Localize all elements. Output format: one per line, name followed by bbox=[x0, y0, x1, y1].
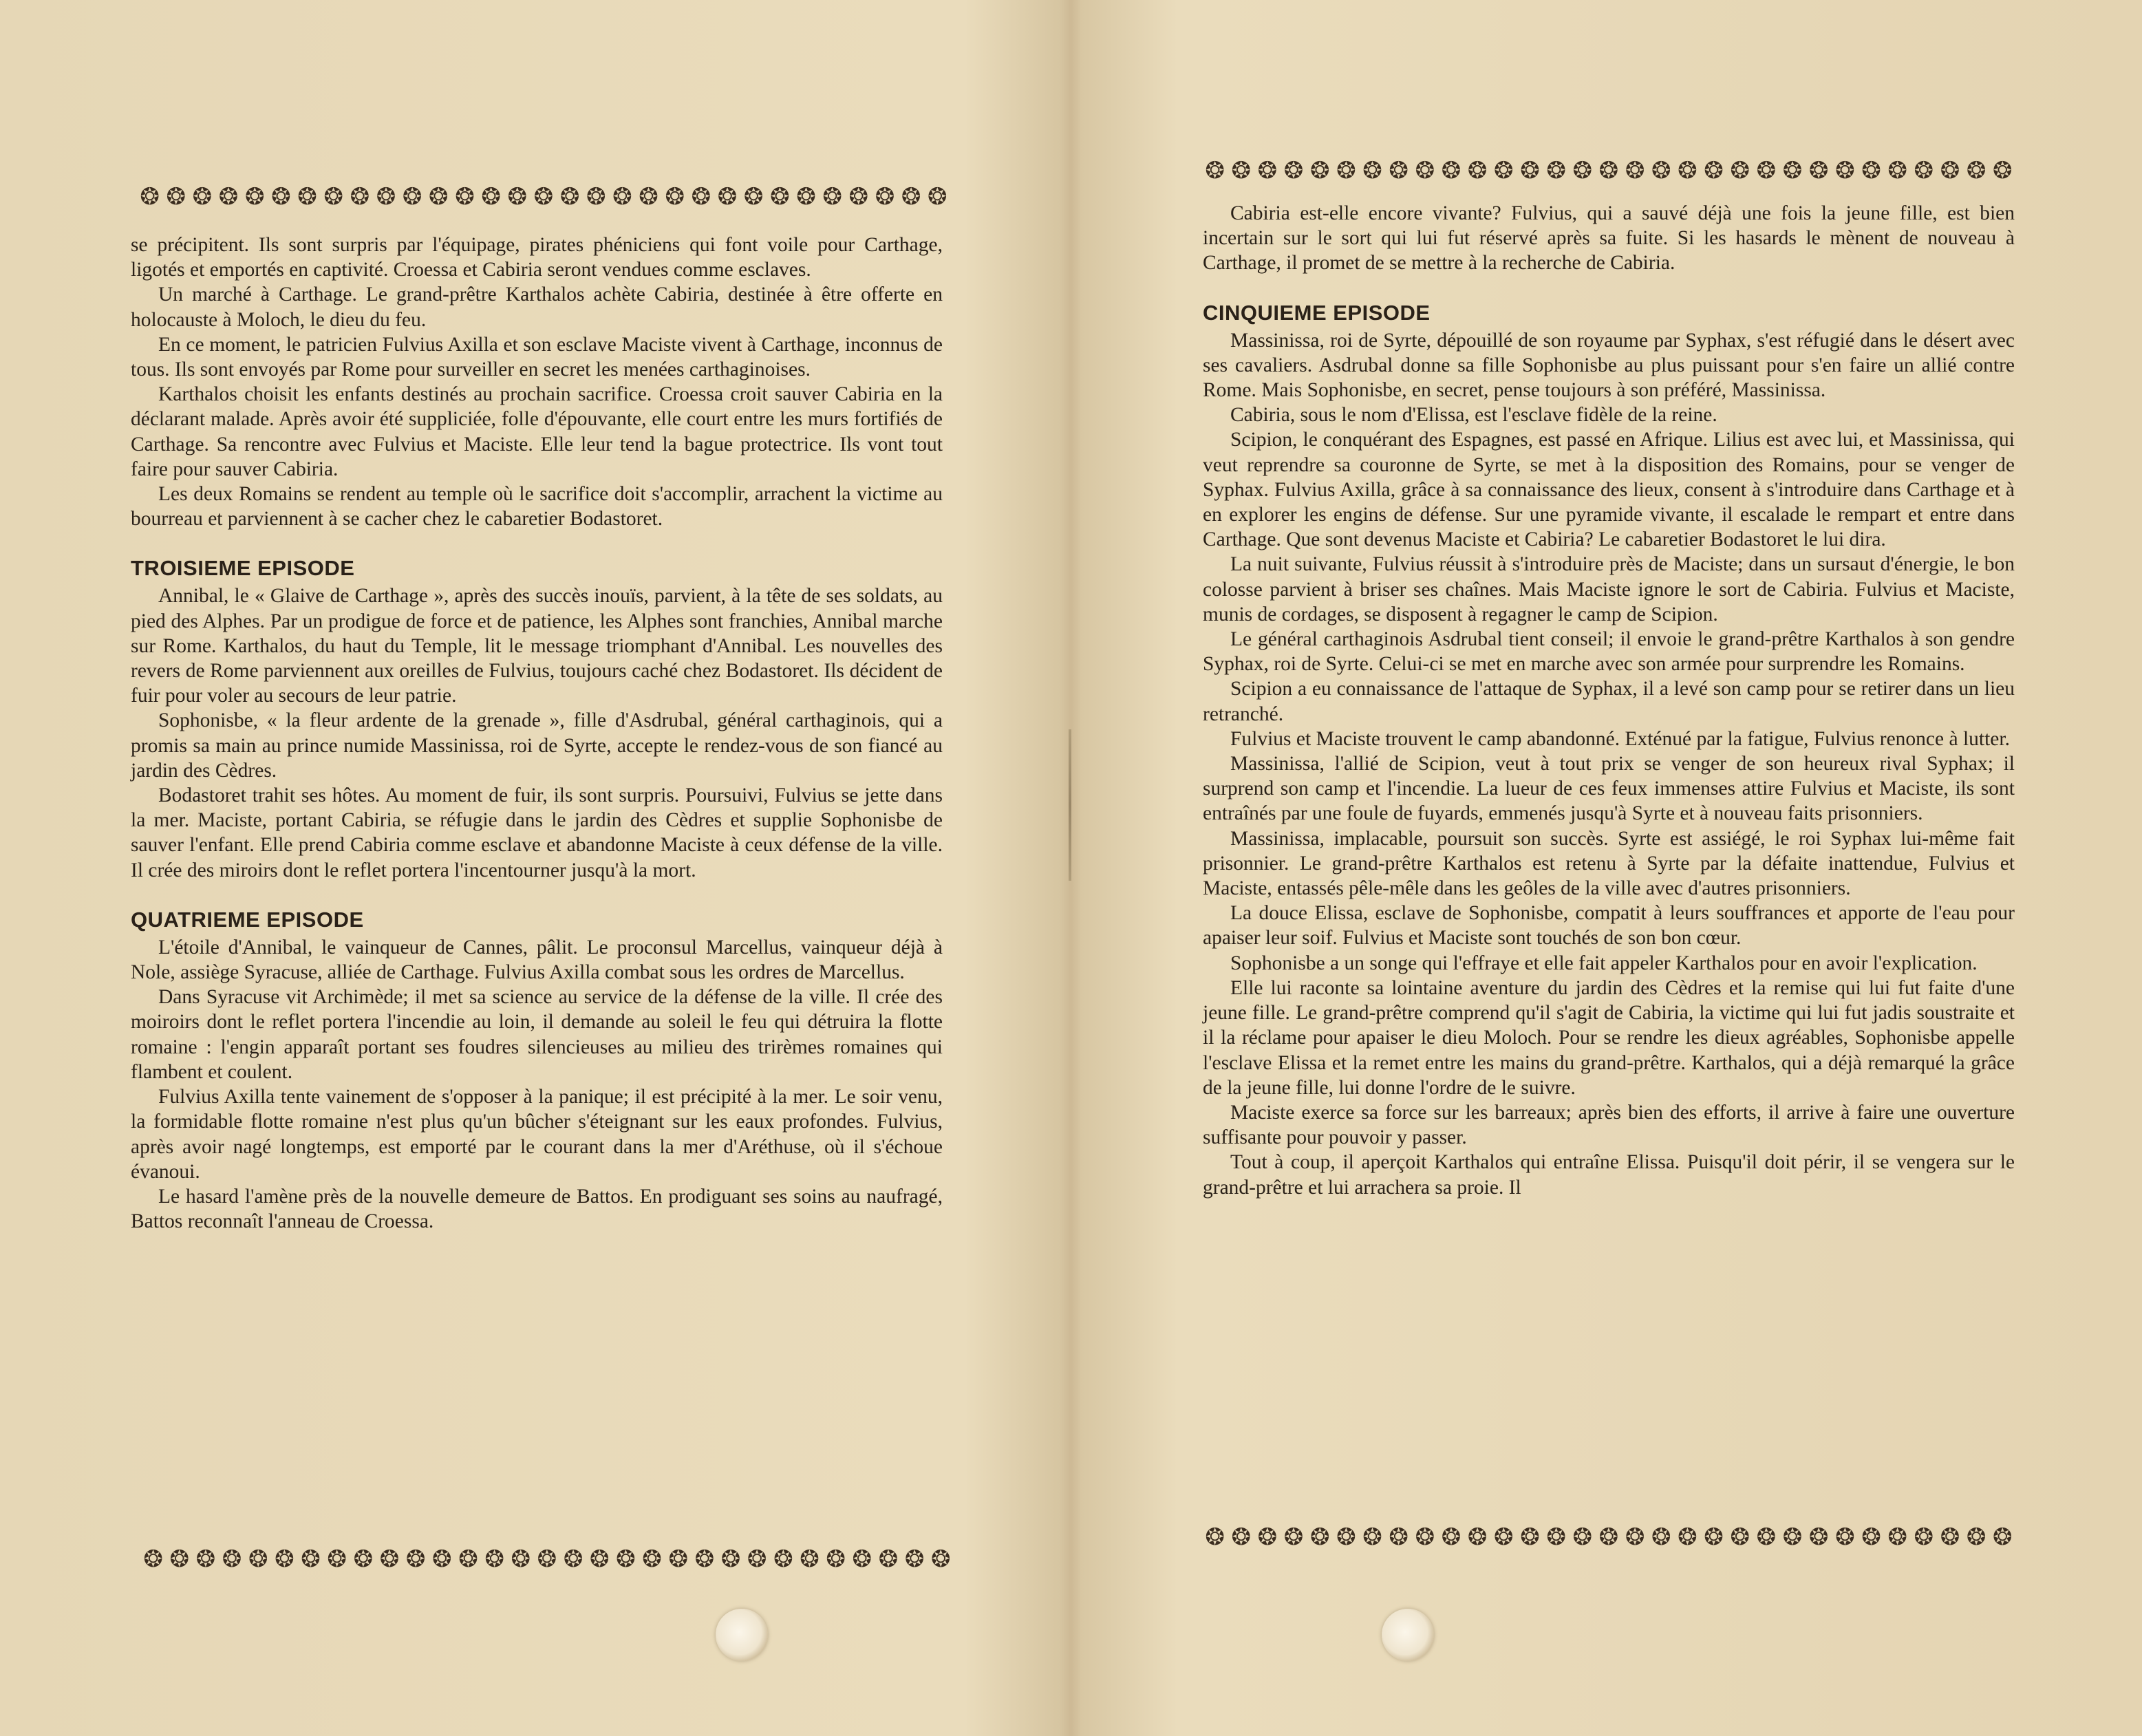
ornament-flower-icon: ❂ bbox=[1861, 157, 1881, 184]
episode-heading-cinquieme: CINQUIEME EPISODE bbox=[1203, 300, 1431, 325]
ornament-flower-icon: ❂ bbox=[563, 1545, 583, 1573]
ornament-flower-icon: ❂ bbox=[901, 183, 921, 211]
paragraph: Sophonisbe, « la fleur ardente de la grenade », fille d'Asdrubal, général carthaginois, qui a promis sa main au prince numide Massinissa, roi de Syrte, accepte le rendez-vous de son fiancé au jardin des Cèdres. bbox=[131, 709, 943, 782]
paragraph: L'étoile d'Annibal, le vainqueur de Cannes, pâlit. Le proconsul Marcellus, vainqueur déjà à Nole, assiège Syracuse, alliée de Carthage. Fulvius Axilla combat sous les ordres de Marcellus. bbox=[131, 936, 943, 984]
ornament-flower-icon: ❂ bbox=[1231, 157, 1251, 184]
ornament-flower-icon: ❂ bbox=[1940, 1523, 1960, 1551]
ornament-flower-icon: ❂ bbox=[1336, 1523, 1356, 1551]
ornament-border-top bbox=[138, 183, 950, 211]
ornament-flower-icon: ❂ bbox=[169, 1545, 189, 1573]
ornament-flower-icon: ❂ bbox=[244, 183, 265, 211]
paragraph: Le général carthaginois Asdrubal tient conseil; il envoie le grand-prêtre Karthalos à son gendre Syphax, roi de Syrte. Celui-ci se met en marche avec son armée pour surprendre les Romains. bbox=[1203, 628, 2015, 676]
ornament-flower-icon: ❂ bbox=[323, 183, 343, 211]
ornament-flower-icon: ❂ bbox=[1651, 1523, 1671, 1551]
ornament-flower-icon: ❂ bbox=[1914, 157, 1934, 184]
ornament-flower-icon: ❂ bbox=[668, 1545, 688, 1573]
ornament-flower-icon: ❂ bbox=[639, 183, 658, 211]
ornament-flower-icon: ❂ bbox=[1441, 157, 1461, 184]
ornament-flower-icon: ❂ bbox=[770, 183, 790, 211]
paragraph: Karthalos choisit les enfants destinés au prochain sacrifice. Croessa croit sauver Cabiria en la déclarant malade. Après avoir été suppliciée, folle d'épouvante, elle court entre les murs fortifiés de Carthage. Sa rencontre avec Fulvius et Maciste. Elle leur tend la bague protectrice. Ils vont tout faire pour sauver Cabiria. bbox=[131, 383, 943, 480]
ornament-flower-icon: ❂ bbox=[1572, 157, 1593, 184]
ornament-flower-icon: ❂ bbox=[1993, 1523, 2013, 1551]
ornament-flower-icon: ❂ bbox=[1309, 157, 1330, 184]
paragraph: En ce moment, le patricien Fulvius Axilla et son esclave Maciste vivent à Carthage, inconnus de tous. Ils sont envoyés par Rome pour surveiller en secret les menées carthaginoises. bbox=[131, 333, 943, 381]
ornament-flower-icon: ❂ bbox=[1651, 157, 1671, 184]
episode-heading-troisieme: TROISIEME EPISODE bbox=[131, 556, 355, 581]
ornament-flower-icon: ❂ bbox=[796, 183, 816, 211]
ornament-flower-icon: ❂ bbox=[1389, 157, 1409, 184]
ornament-flower-icon: ❂ bbox=[1678, 157, 1697, 184]
ornament-flower-icon: ❂ bbox=[1205, 1523, 1225, 1551]
ornament-flower-icon: ❂ bbox=[511, 1545, 531, 1573]
ornament-flower-icon: ❂ bbox=[1283, 157, 1304, 184]
paragraph: Scipion, le conquérant des Espagnes, est passé en Afrique. Lilius est avec lui, et Massinissa, qui veut reprendre sa couronne de Syrte, se met à la disposition des Romains, pour se venger de Syphax. Fulvius Axilla, grâce à sa connaissance des lieux, consent à s'introduire dans Carthage et à en explorer les engins de défense. Sur une pyramide vivante, il escalade le rempart et entre dans Carthage. Que sont devenus Maciste et Cabiria? Le cabaretier Bodastoret le lui dira. bbox=[1203, 429, 2015, 551]
ornament-flower-icon: ❂ bbox=[248, 1545, 268, 1573]
ornament-flower-icon: ❂ bbox=[1441, 1523, 1461, 1551]
ornament-flower-icon: ❂ bbox=[376, 183, 396, 211]
ornament-flower-icon: ❂ bbox=[559, 183, 580, 211]
ornament-border-bottom bbox=[141, 1545, 953, 1573]
ornament-flower-icon: ❂ bbox=[405, 1545, 426, 1573]
ornament-border-top bbox=[1203, 157, 2015, 184]
ornament-flower-icon: ❂ bbox=[1808, 1523, 1829, 1551]
ornament-flower-icon: ❂ bbox=[1940, 157, 1960, 184]
paragraph: Cabiria est-elle encore vivante? Fulvius, qui a sauvé déjà une fois la jeune fille, est bien incertain sur le sort qui lui fut réservé après sa fuite. Si les hasards le mènent de nouveau à Carthage, il promet de se mettre à la recherche de Cabiria. bbox=[1203, 202, 2015, 275]
ornament-flower-icon: ❂ bbox=[1546, 1523, 1566, 1551]
ornament-flower-icon: ❂ bbox=[1835, 157, 1855, 184]
right-page-text bbox=[1203, 201, 2015, 1200]
episode-heading-quatrieme: QUATRIEME EPISODE bbox=[131, 907, 364, 932]
ornament-flower-icon: ❂ bbox=[904, 1545, 925, 1573]
ornament-flower-icon: ❂ bbox=[1309, 1523, 1330, 1551]
ornament-flower-icon: ❂ bbox=[589, 1545, 610, 1573]
ornament-flower-icon: ❂ bbox=[691, 183, 711, 211]
ornament-flower-icon: ❂ bbox=[1572, 1523, 1593, 1551]
ornament-flower-icon: ❂ bbox=[665, 183, 685, 211]
ornament-flower-icon: ❂ bbox=[1257, 1523, 1278, 1551]
paragraph: Massinissa, roi de Syrte, dépouillé de son royaume par Syphax, s'est réfugié dans le désert avec ses cavaliers. Asdrubal donne sa fille Sophonisbe au plus puissant pour s'en faire un allié contre Rome. Mais Sophonisbe, en secret, pense toujours à son préféré, Massinissa. bbox=[1203, 329, 2015, 402]
ornament-flower-icon: ❂ bbox=[1730, 157, 1750, 184]
paragraph: Fulvius et Maciste trouvent le camp abandonné. Exténué par la fatigue, Fulvius renonce à lutter. bbox=[1230, 727, 2010, 750]
ornament-flower-icon: ❂ bbox=[616, 1545, 636, 1573]
ornament-flower-icon: ❂ bbox=[1704, 1523, 1724, 1551]
left-page bbox=[0, 0, 1063, 1736]
ornament-flower-icon: ❂ bbox=[1966, 1523, 1986, 1551]
ornament-flower-icon: ❂ bbox=[166, 183, 186, 211]
ornament-flower-icon: ❂ bbox=[852, 1545, 872, 1573]
ornament-flower-icon: ❂ bbox=[1704, 157, 1724, 184]
ornament-flower-icon: ❂ bbox=[140, 183, 160, 211]
paragraph: Massinissa, l'allié de Scipion, veut à tout prix se venger de son heureux rival Syphax; il surprend son camp et l'incendie. La lueur de ces feux immenses attire Fulvius et Maciste, ils sont entraînés par une foule de fuyards, emmenés jusqu'à Syrte et à nouveau faits prisonniers. bbox=[1203, 753, 2015, 825]
ornament-flower-icon: ❂ bbox=[1756, 1523, 1777, 1551]
paragraph: Maciste exerce sa force sur les barreaux; après bien des efforts, il arrive à faire une ouverture suffisante pour pouvoir y passer. bbox=[1203, 1101, 2015, 1149]
punch-hole bbox=[716, 1609, 768, 1661]
ornament-flower-icon: ❂ bbox=[1782, 1523, 1803, 1551]
ornament-flower-icon: ❂ bbox=[717, 183, 738, 211]
ornament-flower-icon: ❂ bbox=[222, 1545, 242, 1573]
ornament-flower-icon: ❂ bbox=[1835, 1523, 1855, 1551]
ornament-flower-icon: ❂ bbox=[642, 1545, 662, 1573]
ornament-flower-icon: ❂ bbox=[1598, 157, 1619, 184]
ornament-flower-icon: ❂ bbox=[1362, 157, 1382, 184]
ornament-flower-icon: ❂ bbox=[1966, 157, 1986, 184]
ornament-flower-icon: ❂ bbox=[1415, 157, 1435, 184]
ornament-flower-icon: ❂ bbox=[1520, 157, 1540, 184]
ornament-flower-icon: ❂ bbox=[484, 1545, 504, 1573]
ornament-flower-icon: ❂ bbox=[747, 1545, 767, 1573]
ornament-flower-icon: ❂ bbox=[1231, 1523, 1251, 1551]
ornament-flower-icon: ❂ bbox=[143, 1545, 163, 1573]
paragraph: Bodastoret trahit ses hôtes. Au moment de fuir, ils sont surpris. Poursuivi, Fulvius se jette dans la mer. Maciste, portant Cabiria, se réfugie dans le jardin des Cèdres et supplie Sophonisbe de sauver l'enfant. Elle prend Cabiria comme esclave et abandonne Maciste à ceux défense de la ville. Il crée des miroirs dont le reflet portera l'incentourner jusqu'à la mort. bbox=[131, 784, 943, 881]
ornament-flower-icon: ❂ bbox=[1257, 157, 1278, 184]
ornament-flower-icon: ❂ bbox=[458, 1545, 478, 1573]
ornament-flower-icon: ❂ bbox=[537, 1545, 557, 1573]
ornament-flower-icon: ❂ bbox=[694, 1545, 715, 1573]
right-page bbox=[1079, 0, 2142, 1736]
ornament-flower-icon: ❂ bbox=[1756, 157, 1777, 184]
ornament-flower-icon: ❂ bbox=[743, 183, 764, 211]
paragraph: Massinissa, implacable, poursuit son succès. Syrte est assiégé, le roi Syphax lui-même fait prisonnier. Le grand-prêtre Karthalos est retenu à Syrte par la défaite inattendue, Fulvius et Maciste, entassés pêle-mêle dans les geôles de la ville avec d'autres prisonniers. bbox=[1203, 827, 2015, 900]
paragraph: Fulvius Axilla tente vainement de s'opposer à la panique; il est précipité à la mer. Le soir venu, la formidable flotte romaine n'est plus qu'un bûcher s'éteignant sur les eaux profondes. Fulvius, après avoir nagé longtemps, est emporté par le courant dans la mer d'Aréthuse, où il s'échoue évanoui. bbox=[131, 1086, 943, 1183]
ornament-flower-icon: ❂ bbox=[878, 1545, 899, 1573]
ornament-flower-icon: ❂ bbox=[1887, 1523, 1907, 1551]
ornament-flower-icon: ❂ bbox=[1861, 1523, 1881, 1551]
ornament-flower-icon: ❂ bbox=[353, 1545, 374, 1573]
ornament-flower-icon: ❂ bbox=[533, 183, 554, 211]
ornament-flower-icon: ❂ bbox=[1205, 157, 1225, 184]
ornament-flower-icon: ❂ bbox=[1467, 1523, 1488, 1551]
ornament-flower-icon: ❂ bbox=[327, 1545, 347, 1573]
ornament-flower-icon: ❂ bbox=[297, 183, 317, 211]
paragraph: Scipion a eu connaissance de l'attaque de Syphax, il a levé son camp pour se retirer dans un lieu retranché. bbox=[1203, 678, 2015, 725]
ornament-flower-icon: ❂ bbox=[195, 1545, 216, 1573]
ornament-flower-icon: ❂ bbox=[271, 183, 291, 211]
paragraph: La douce Elissa, esclave de Sophonisbe, compatit à leurs souffrances et apporte de l'eau pour apaiser leur soif. Fulvius et Maciste sont touchés de son bon cœur. bbox=[1203, 902, 2015, 950]
ornament-flower-icon: ❂ bbox=[1782, 157, 1803, 184]
ornament-flower-icon: ❂ bbox=[1520, 1523, 1540, 1551]
paragraph: Elle lui raconte sa lointaine aventure du jardin des Cèdres et la remise qui lui fut faite d'une jeune fille. Le grand-prêtre comprend qu'il s'agit de Cabiria, la victime qui lui fut jadis soustraite et il la réclame pour apaiser le dieu Moloch. Pour se rendre les dieux agréables, Sophonisbe appelle l'esclave Elissa et la remet entre les mains du grand-prêtre. Karthalos, qui a déjà remarqué la grâce de la jeune fille, lui donne l'ordre de le suivre. bbox=[1203, 976, 2015, 1099]
ornament-flower-icon: ❂ bbox=[928, 183, 947, 211]
paragraph: Annibal, le « Glaive de Carthage », après des succès inouïs, parvient, à la tête de ses soldats, au pied des Alphes. Par un prodigue de force et de patience, les Alphes sont franchies, Annibal marche sur Rome. Karthalos, du haut du Temple, lit le message triomphant d'Annibal. Les nouvelles des revers de Rome parviennent aux oreilles de Fulvius, toujours caché chez Bodastoret. Ils décident de fuir pour voler au secours de leur patrie. bbox=[131, 585, 943, 707]
ornament-flower-icon: ❂ bbox=[1415, 1523, 1435, 1551]
ornament-flower-icon: ❂ bbox=[1362, 1523, 1382, 1551]
ornament-flower-icon: ❂ bbox=[301, 1545, 321, 1573]
paragraph: Un marché à Carthage. Le grand-prêtre Karthalos achète Cabiria, destinée à être offerte en holocauste à Moloch, le dieu du feu. bbox=[131, 283, 943, 331]
ornament-flower-icon: ❂ bbox=[218, 183, 239, 211]
paragraph: Les deux Romains se rendent au temple où le sacrifice doit s'accomplir, arrachent la victime au bourreau et parviennent à se cacher chez le cabaretier Bodastoret. bbox=[131, 483, 943, 531]
staple-binding bbox=[1069, 729, 1071, 881]
ornament-flower-icon: ❂ bbox=[1808, 157, 1829, 184]
ornament-flower-icon: ❂ bbox=[931, 1545, 951, 1573]
ornament-flower-icon: ❂ bbox=[1546, 157, 1566, 184]
ornament-flower-icon: ❂ bbox=[1389, 1523, 1409, 1551]
ornament-flower-icon: ❂ bbox=[1598, 1523, 1619, 1551]
ornament-flower-icon: ❂ bbox=[875, 183, 895, 211]
paragraph: se précipitent. Ils sont surpris par l'équipage, pirates phéniciens qui font voile pour Carthage, ligotés et emportés en captivité. Croessa et Cabiria seront vendues comme esclaves. bbox=[131, 234, 943, 281]
ornament-flower-icon: ❂ bbox=[455, 183, 475, 211]
ornament-flower-icon: ❂ bbox=[275, 1545, 294, 1573]
ornament-flower-icon: ❂ bbox=[1678, 1523, 1697, 1551]
ornament-flower-icon: ❂ bbox=[481, 183, 501, 211]
ornament-flower-icon: ❂ bbox=[720, 1545, 741, 1573]
ornament-flower-icon: ❂ bbox=[1625, 157, 1645, 184]
punch-hole bbox=[1382, 1609, 1434, 1661]
ornament-flower-icon: ❂ bbox=[1494, 1523, 1514, 1551]
ornament-border-bottom bbox=[1203, 1523, 2015, 1551]
ornament-flower-icon: ❂ bbox=[1730, 1523, 1750, 1551]
ornament-flower-icon: ❂ bbox=[1494, 157, 1514, 184]
ornament-flower-icon: ❂ bbox=[822, 183, 842, 211]
ornament-flower-icon: ❂ bbox=[1993, 157, 2013, 184]
ornament-flower-icon: ❂ bbox=[1467, 157, 1488, 184]
paragraph: Tout à coup, il aperçoit Karthalos qui entraîne Elissa. Puisqu'il doit périr, il se vengera sur le grand-prêtre et lui arrachera sa proie. Il bbox=[1203, 1151, 2015, 1199]
paragraph: Cabiria, sous le nom d'Elissa, est l'esclave fidèle de la reine. bbox=[1230, 404, 1717, 427]
left-page-text bbox=[131, 233, 943, 1234]
ornament-flower-icon: ❂ bbox=[1336, 157, 1356, 184]
ornament-flower-icon: ❂ bbox=[800, 1545, 820, 1573]
paragraph: Le hasard l'amène près de la nouvelle demeure de Battos. En prodiguant ses soins au naufragé, Battos reconnaît l'anneau de Croessa. bbox=[131, 1185, 943, 1233]
paragraph: La nuit suivante, Fulvius réussit à s'introduire près de Maciste; dans un sursaut d'énergie, le bon colosse parvient à briser ses chaînes. Mais Maciste ignore le sort de Cabiria. Fulvius et Maciste, munis de cordages, se disposent à regagner le camp de Scipion. bbox=[1203, 553, 2015, 625]
ornament-flower-icon: ❂ bbox=[826, 1545, 846, 1573]
ornament-flower-icon: ❂ bbox=[507, 183, 528, 211]
paragraph: Sophonisbe a un songe qui l'effraye et elle fait appeler Karthalos pour en avoir l'explication. bbox=[1230, 952, 1978, 974]
ornament-flower-icon: ❂ bbox=[1283, 1523, 1304, 1551]
ornament-flower-icon: ❂ bbox=[1625, 1523, 1645, 1551]
ornament-flower-icon: ❂ bbox=[379, 1545, 400, 1573]
ornament-flower-icon: ❂ bbox=[848, 183, 869, 211]
ornament-flower-icon: ❂ bbox=[612, 183, 632, 211]
ornament-flower-icon: ❂ bbox=[1914, 1523, 1934, 1551]
ornament-flower-icon: ❂ bbox=[350, 183, 370, 211]
ornament-flower-icon: ❂ bbox=[432, 1545, 452, 1573]
paragraph: Dans Syracuse vit Archimède; il met sa science au service de la défense de la ville. Il crée des moiroirs dont le reflet portera l'incendie au loin, il demande au soleil le feu qui détruira la flotte romaine : l'engin apparaît portant ses foudres silencieuses au milieu des trirèmes romaines qui flambent et coulent. bbox=[131, 986, 943, 1083]
ornament-flower-icon: ❂ bbox=[192, 183, 213, 211]
ornament-flower-icon: ❂ bbox=[402, 183, 422, 211]
ornament-flower-icon: ❂ bbox=[773, 1545, 793, 1573]
ornament-flower-icon: ❂ bbox=[429, 183, 449, 211]
ornament-flower-icon: ❂ bbox=[586, 183, 606, 211]
ornament-flower-icon: ❂ bbox=[1887, 157, 1907, 184]
